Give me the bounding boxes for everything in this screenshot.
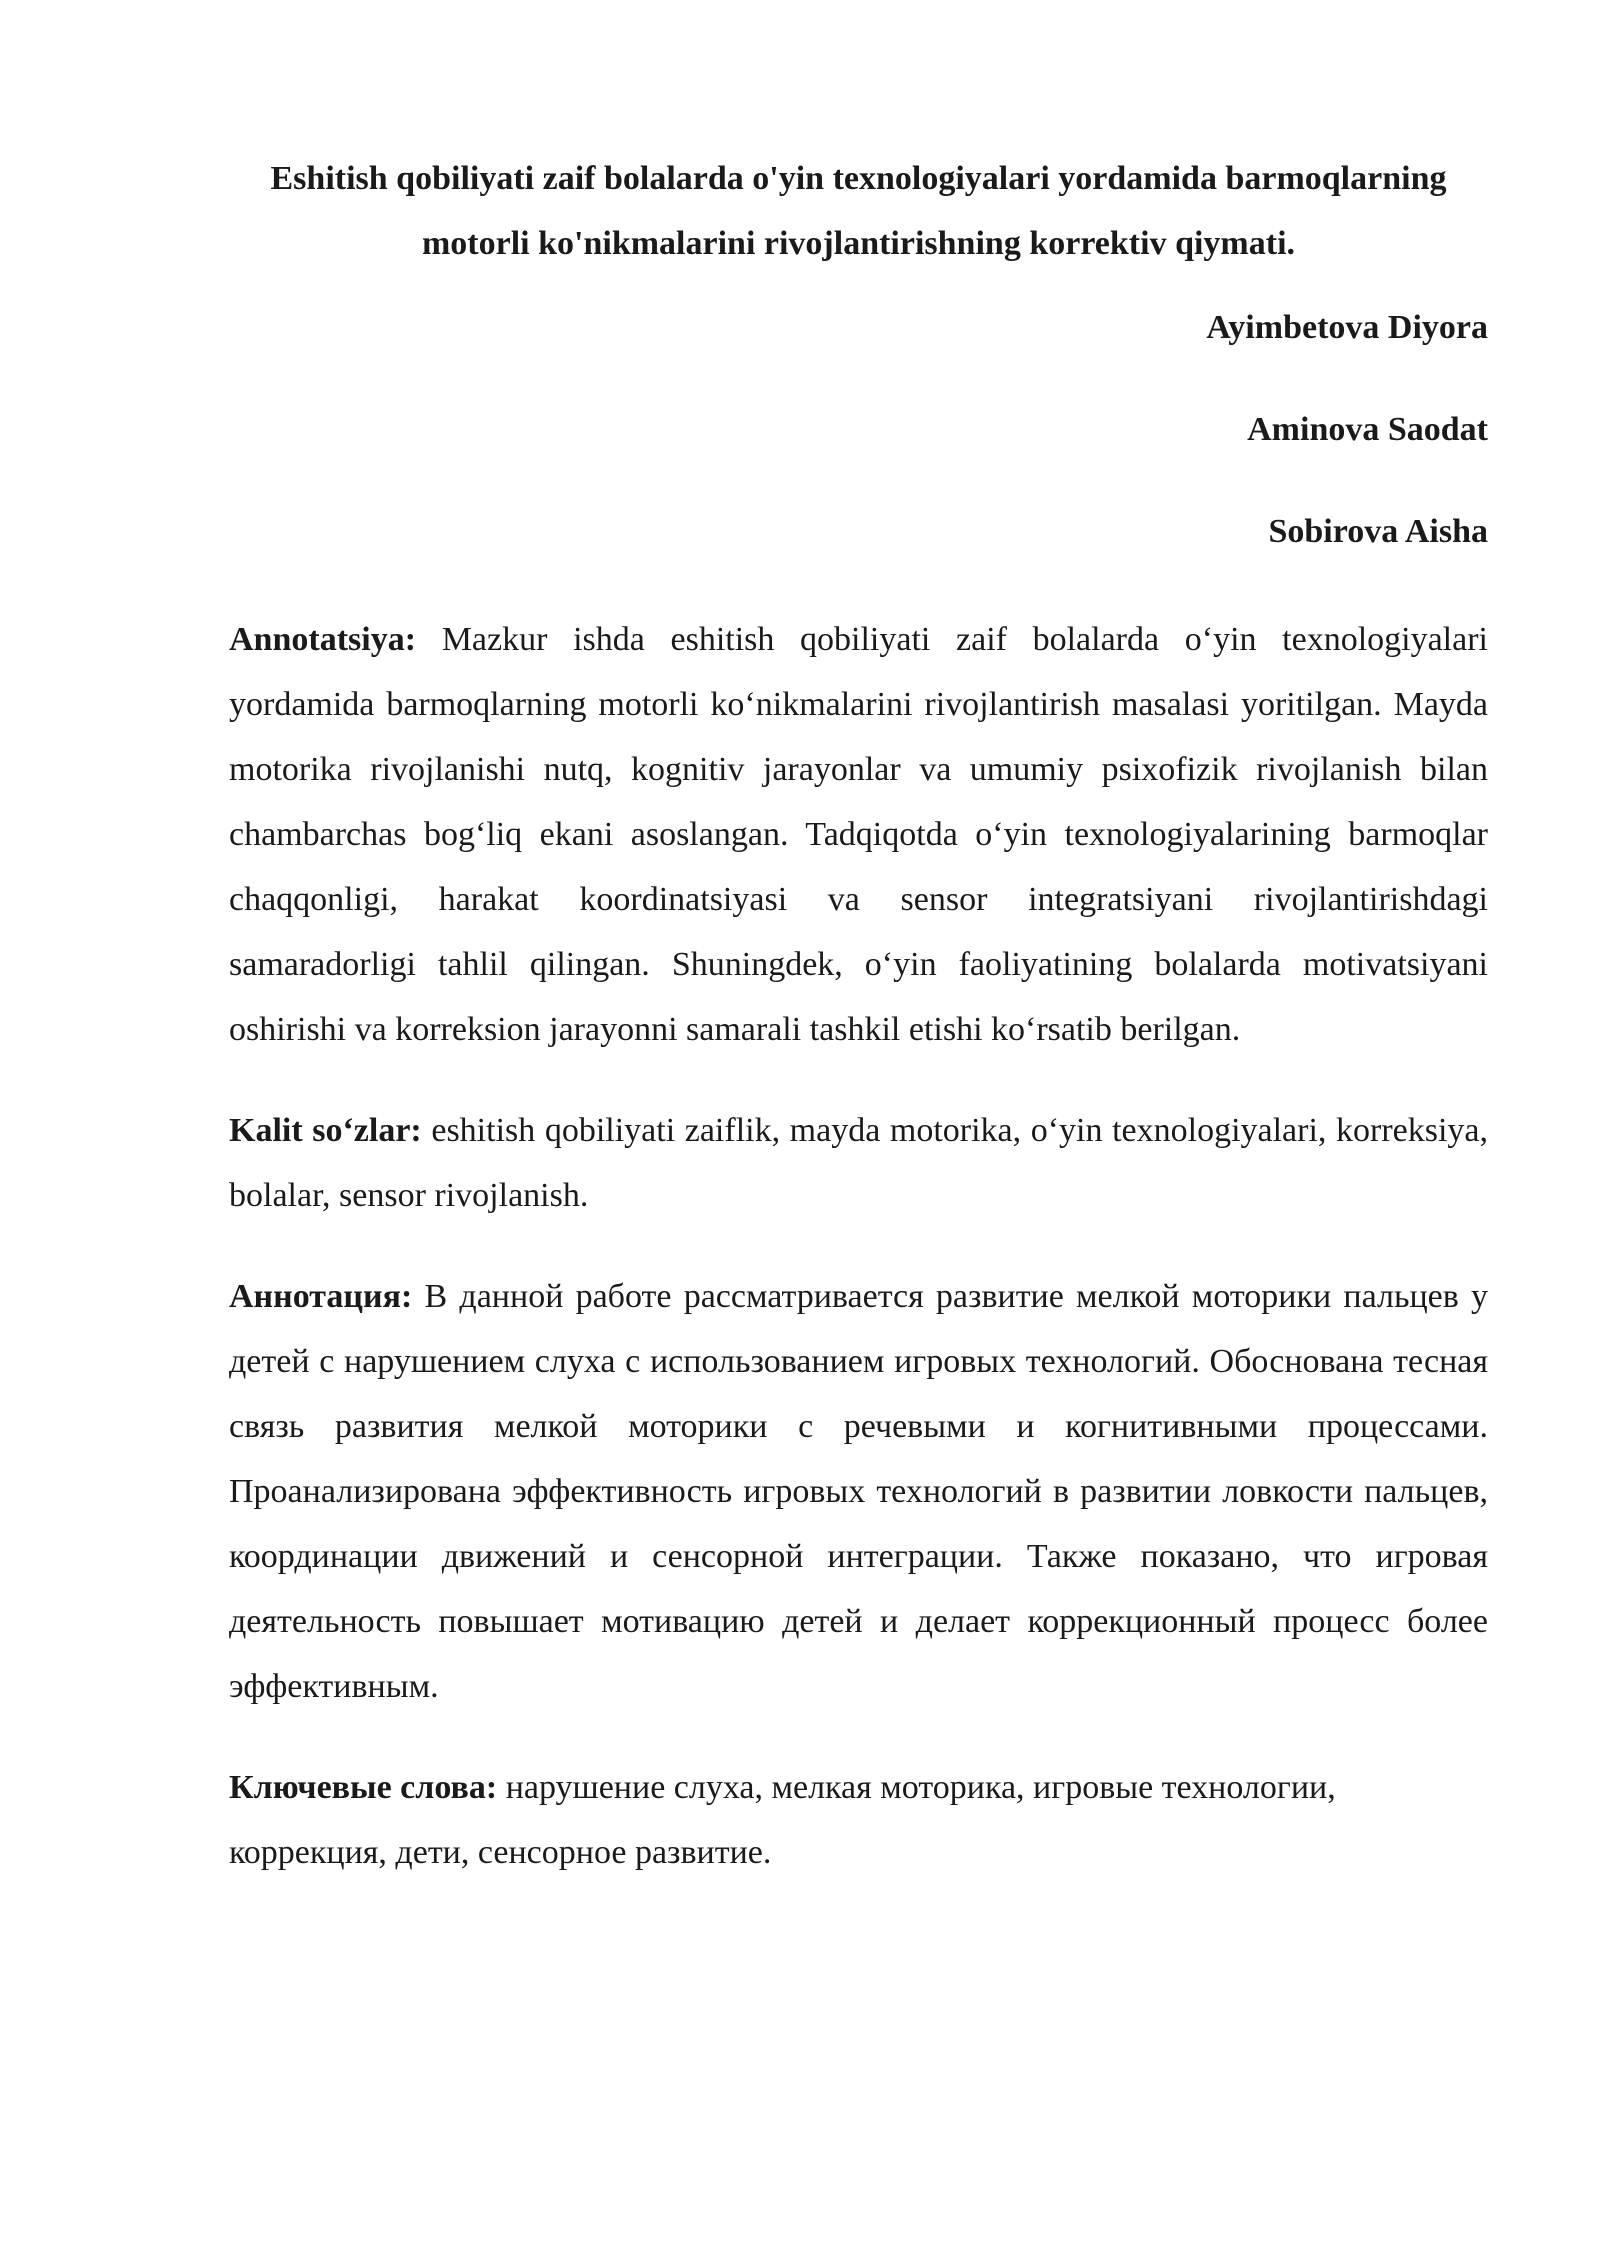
paper-title: Eshitish qobiliyati zaif bolalarda o'yin texnologiyalari yordamida barmoqlarning motorli ko'nikmalarini rivojlantirishning korrektiv qiymati. [270, 160, 1447, 262]
annotation-ru [229, 1264, 1488, 1719]
annotation-ru-text: В данной работе рассматривается развитие мелкой моторики пальцев у детей с нарушением слуха с использованием игровых технологий. Обоснована тесная связь развития мелкой моторики с речевыми и когнитивными процессами. Проанализирована эффективность игровых технологий в развитии ловкости пальцев, координации движений и сенсорной интеграции. Также показано, что игровая деятельность повышает мотивацию детей и делает коррекционный процесс более эффективным. [229, 1278, 1488, 1705]
keywords-uz [229, 1098, 1488, 1228]
keywords-uz-label: Kalit so‘zlar: [229, 1112, 422, 1149]
annotation-uz [229, 607, 1488, 1062]
author-3: Sobirova Aisha [1268, 513, 1488, 550]
annotation-uz-label: Annotatsiya: [229, 621, 417, 658]
author-1: Ayimbetova Diyora [1206, 309, 1488, 346]
keywords-ru-label: Ключевые слова: [229, 1769, 498, 1806]
annotation-ru-label: Аннотация: [229, 1278, 413, 1315]
document-body [229, 146, 1488, 1885]
annotation-uz-text: Mazkur ishda eshitish qobiliyati zaif bolalarda o‘yin texnologiyalari yordamida barmoqlarning motorli ko‘nikmalarini rivojlantirish masalasi yoritilgan. Mayda motorika rivojlanishi nutq, kognitiv jarayonlar va umumiy psixofizik rivojlanish bilan chambarchas bog‘liq ekani asoslangan. Tadqiqotda o‘yin texnologiyalarining barmoqlar chaqqonligi, harakat koordinatsiyasi va sensor integratsiyani rivojlantirishdagi samaradorligi tahlil qilingan. Shuningdek, o‘yin faoliyatining bolalarda motivatsiyani oshirishi va korreksion jarayonni samarali tashkil etishi ko‘rsatib berilgan. [229, 621, 1488, 1048]
keywords-ru [229, 1755, 1488, 1885]
keywords-uz-text: eshitish qobiliyati zaiflik, mayda motorika, o‘yin texnologiyalari, korreksiya, bolalar, sensor rivojlanish. [229, 1112, 1489, 1214]
keywords-ru-text: нарушение слуха, мелкая моторика, игровые технологии, коррекция, дети, сенсорное развитие. [229, 1769, 1336, 1871]
author-2: Aminova Saodat [1247, 411, 1488, 448]
